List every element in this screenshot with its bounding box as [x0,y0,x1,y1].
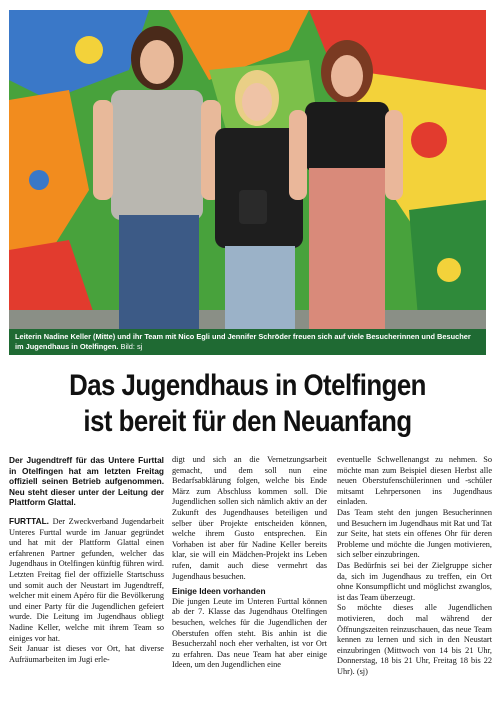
article-subhead: Einige Ideen vorhanden [172,586,266,597]
article-paragraph: eventuelle Schwellenangst zu nehmen. So möchte man zum Beispiel diesen Herbst alle neuen Oberstufenschülerinnen und -schüler mitsamt Lehrpersonen ins Jugendhaus einladen. [337,455,492,507]
article-paragraph: Die jungen Leute im Unteren Furttal können ab der 7. Klasse das Jugendhaus Otelfingen besuchen, welches für die Jugendlichen der Oberstufen offen steht. Bis anhin ist die Besucherzahl noch eher verhalten, ist vor Ort zu erfahren. Das neue Team hat aber einige Ideen, um den Jugendlichen eine [172,596,327,670]
photo-caption [9,329,486,355]
article-lead: Der Jugendtreff für das Untere Furttal in Otelfingen hat am letzten Freitag offiziell seinen Betrieb aufgenommen. Neu steht dieser unter der Leitung der Plattform Glattal. [9,455,164,508]
article-column-2 [172,455,327,671]
article-paragraph: Seit Januar ist dieses vor Ort, hat diverse Aufräumarbeiten im Jugi erle- [9,644,164,664]
headline-line-2: ist bereit für den Neuanfang [83,405,412,438]
graffiti-photo-illustration [9,10,486,329]
article-paragraph: So möchte dieses alle Jugendlichen motivieren, doch mal während der Öffnungszeiten reinzuschauen, das neue Team kennen zu lernen und sich in den Neustart einzubringen (Mittwoch von 14 bis 21 Uhr, Donnerstag, 18 bis 21 Uhr, Freitag 18 bis 22 Uhr). (sj) [337,603,492,676]
article-paragraph: Das Team steht den jungen Besucherinnen und Besuchern im Jugendhaus mit Rat und Tat zur Seite, hat stets ein offenes Ohr für deren Probleme und möchte die Jungen motivieren, sich selber einzubringen. [337,507,492,560]
article-photo [9,10,486,329]
dateline: FURTTAL. [9,515,49,526]
article-paragraph: Das Bedürfnis sei bei der Zielgruppe sicher da, sich im Jugendhaus zu treffen, ein Ort ohne Konsumpflicht und möglichst zwanglos, ist das Team überzeugt. [337,560,492,602]
article-headline [42,368,452,440]
caption-text: Leiterin Nadine Keller (Mitte) und ihr Team mit Nico Egli und Jennifer Schröder freuen sich auf viele Besucherinnen und Besucher im Jugendhaus in Otelfingen. [15,332,471,351]
paragraph-text: Der Zweckverband Jugendarbeit Unteres Furttal wurde im Januar gegründet und hat mit der Plattform Glattal einen erfahrenen Partner gefunden, welcher das Jugendhaus in Otelfingen künftig führen wird. Letzten Freitag fiel der offizielle Startschuss und somit auch der Neustart im Jugendtreff, welcher mit einem Apéro für die Bevölkerung und einer Party für die Jugendlichen gefeiert wurde. Die Leitung im Jugendhaus obliegt Nadine Keller, welche mit ihrem Team so einiges vor hat. [9,516,165,643]
article-column-3 [337,455,492,677]
headline-line-1: Das Jugendhaus in Otelfingen [69,369,426,402]
article-column-1 [9,455,164,665]
photo-credit: Bild: sj [120,342,143,351]
article-paragraph [9,516,164,644]
article-paragraph: digt und sich an die Vernetzungsarbeit gemacht, und dem soll nun eine Bedarfsabklärung folgen, welche bis Ende März zum Abschluss kommen soll. Die Jugendlichen sollen sich nämlich aktiv an der Zukunft des Jugendhauses beteiligen und selber über Projekte entscheiden können, welche ihrem Gusto entsprechen. Ein Vorhaben ist aber für Nadine Keller bereits klar, sie will ein Mädchen-Projekt ins Leben rufen, damit auch diese vermehrt das Jugendhaus besuchen. [172,455,327,581]
